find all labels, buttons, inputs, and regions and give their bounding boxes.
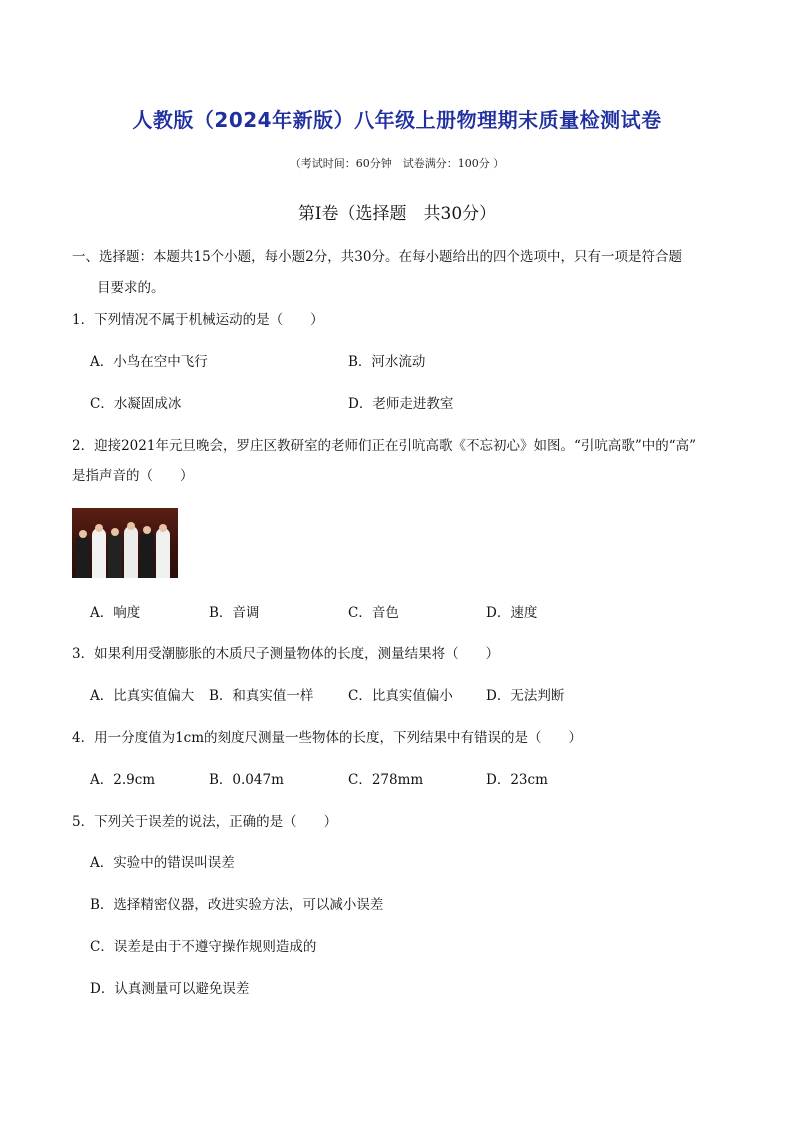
instructions-line-1: 一、选择题：本题共15个小题，每小题2分，共30分。在每小题给出的四个选项中，只有一项是符合题 xyxy=(72,249,682,265)
page-title: 人教版（2024年新版）八年级上册物理期末质量检测试卷 xyxy=(132,108,662,132)
question-3-stem: 3．如果利用受潮膨胀的木质尺子测量物体的长度，测量结果将（ ） xyxy=(72,646,500,662)
question-3-option-b: B．和真实值一样 xyxy=(209,688,314,704)
question-1-stem: 1．下列情况不属于机械运动的是（ ） xyxy=(72,312,324,328)
question-5-stem: 5．下列关于误差的说法，正确的是（ ） xyxy=(72,814,338,830)
question-4-option-d: D．23cm xyxy=(486,772,548,788)
question-4-option-c: C．278mm xyxy=(348,772,424,788)
question-3-option-a: A．比真实值偏大 xyxy=(90,688,195,704)
question-1-option-a: A．小鸟在空中飞行 xyxy=(90,354,208,370)
question-1-option-c: C．水凝固成冰 xyxy=(90,396,182,412)
question-2-option-c: C．音色 xyxy=(348,605,399,621)
question-5-option-d: D．认真测量可以避免误差 xyxy=(90,981,250,997)
question-5-option-a: A．实验中的错误叫误差 xyxy=(90,855,235,871)
question-2-stem-line-1: 2．迎接2021年元旦晚会，罗庄区教研室的老师们正在引吭高歌《不忘初心》如图。“引吭高歌”中的“高” xyxy=(72,438,697,454)
question-1-option-d: D．老师走进教室 xyxy=(348,396,454,412)
section-title: 第Ⅰ卷（选择题 共30分） xyxy=(297,204,497,224)
question-5-option-c: C．误差是由于不遵守操作规则造成的 xyxy=(90,939,317,955)
question-3-option-d: D．无法判断 xyxy=(486,688,565,704)
question-3-option-c: C．比真实值偏小 xyxy=(348,688,453,704)
question-5-option-b: B．选择精密仪器，改进实验方法，可以减小误差 xyxy=(90,897,384,913)
question-1-option-b: B．河水流动 xyxy=(348,354,426,370)
question-4-stem: 4．用一分度值为1cm的刻度尺测量一些物体的长度，下列结果中有错误的是（ ） xyxy=(72,730,583,746)
choir-photo xyxy=(72,508,178,578)
question-2-stem-line-2: 是指声音的（ ） xyxy=(72,468,194,484)
question-4-option-a: A．2.9cm xyxy=(90,772,156,788)
question-4-option-b: B．0.047m xyxy=(209,772,284,788)
question-2-option-b: B．音调 xyxy=(209,605,260,621)
question-2-option-d: D．速度 xyxy=(486,605,538,621)
question-2-option-a: A．响度 xyxy=(90,605,141,621)
instructions-line-2: 目要求的。 xyxy=(97,280,165,296)
exam-info: （考试时间：60分钟 试卷满分：100分 ） xyxy=(289,157,505,170)
